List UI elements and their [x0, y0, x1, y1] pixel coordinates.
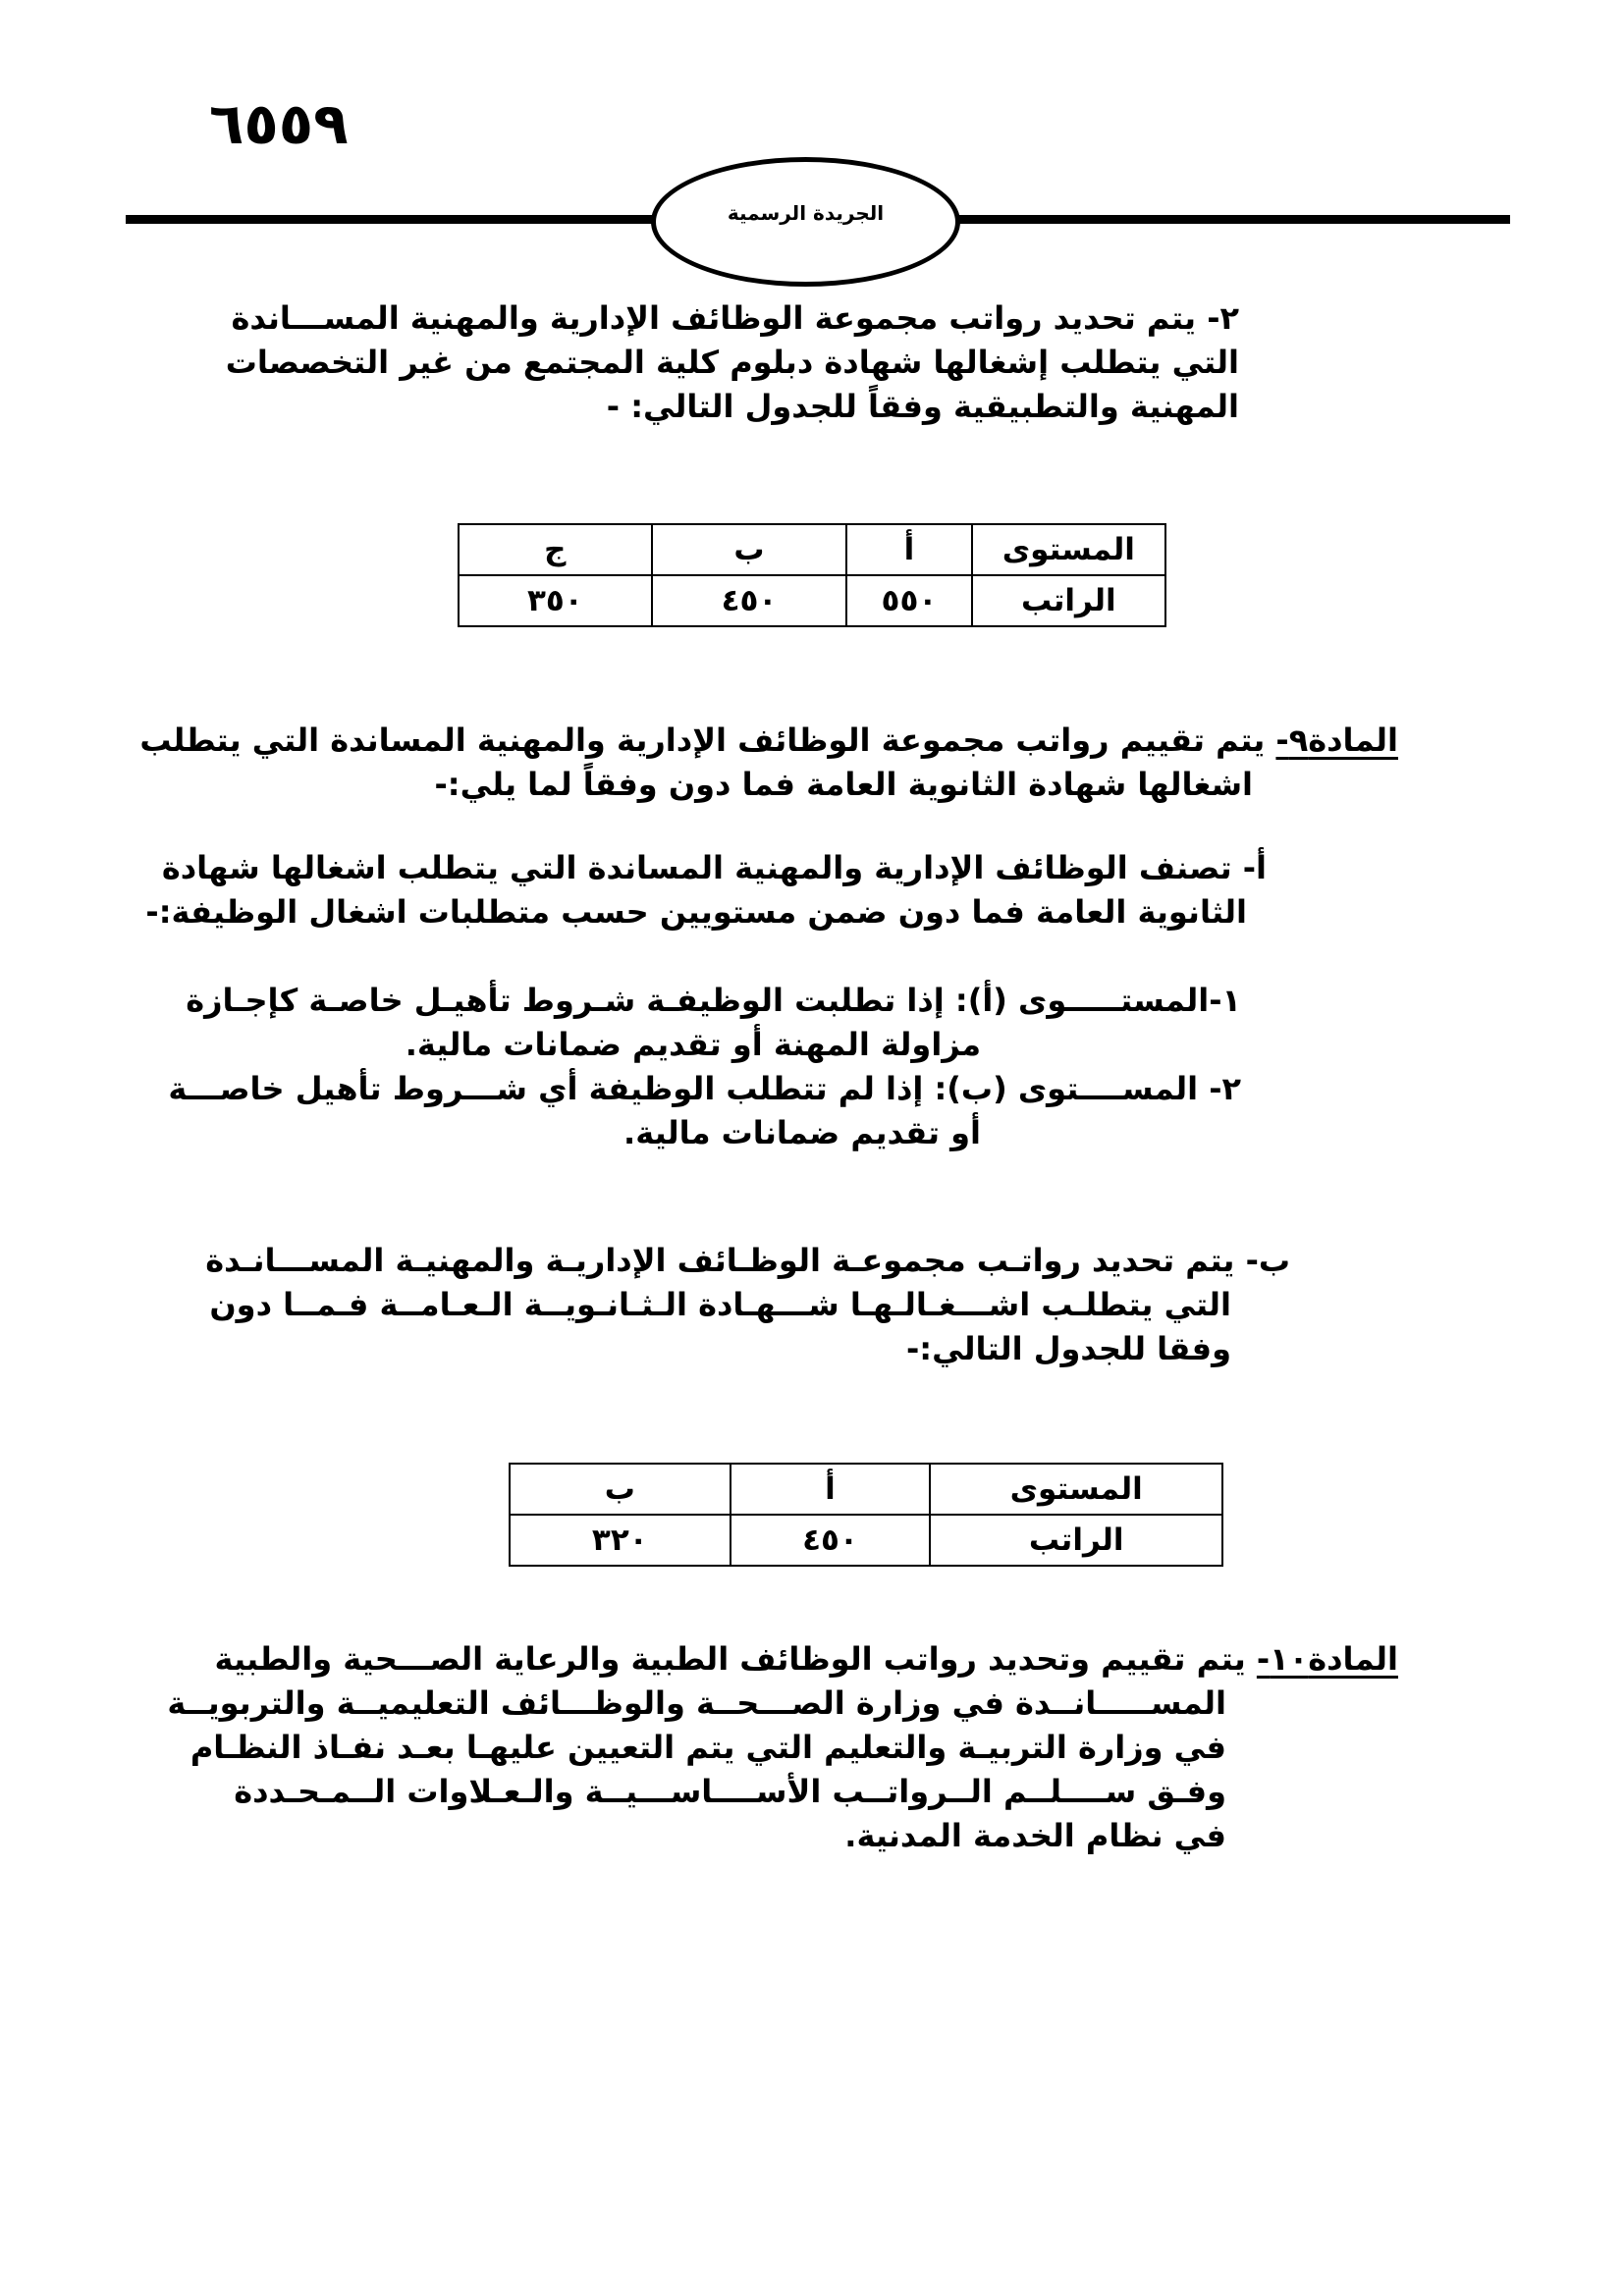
- clause-a-line-2: الثانوية العامة فما دون ضمن مستويين حسب متطلبات اشغال الوظيفة:-: [145, 893, 1247, 931]
- table-cell: المستوى: [972, 524, 1165, 575]
- clause-b: [205, 1239, 1290, 1371]
- table-cell: الراتب: [972, 575, 1165, 626]
- table-row: [510, 1464, 1222, 1515]
- clause-a-line-1: أ- تصنف الوظائف الإدارية والمهنية المساندة التي يتطلب اشغالها شهادة: [161, 849, 1267, 886]
- table-cell: أ: [731, 1464, 931, 1515]
- article-9-label: المادة٩-: [1275, 721, 1398, 759]
- clause-a: [145, 846, 1267, 934]
- article-10: [167, 1637, 1398, 1858]
- paragraph-2-line-3: المهنية والتطبيقية وفقاً للجدول التالي: -: [606, 388, 1239, 425]
- clause-b-line-3: وفقا للجدول التالي:-: [906, 1330, 1231, 1367]
- table-cell: ٣٢٠: [510, 1515, 731, 1566]
- clause-b-line-2: التي يتطلـب اشـــغـالـهـا شـــهـادة الـثـانـويــة الـعـامــة فـمــا دون: [209, 1286, 1231, 1323]
- article-9-text: يتم تقييم رواتب مجموعة الوظائف الإدارية والمهنية المساندة التي يتطلب: [139, 721, 1276, 759]
- table-cell: ٥٥٠: [846, 575, 971, 626]
- article-10-line-1: [214, 1637, 1398, 1682]
- table-row: [510, 1515, 1222, 1566]
- article-9-line-2: اشغالها شهادة الثانوية العامة فما دون وفقاً لما يلي:-: [434, 766, 1253, 803]
- article-10-line-5: في نظام الخدمة المدنية.: [844, 1817, 1226, 1854]
- article-10-text: يتم تقييم وتحديد رواتب الوظائف الطبية والرعاية الصـــحية والطبية: [214, 1640, 1257, 1678]
- page-number: ٦٥٥٩: [209, 90, 349, 157]
- level-a-line-1: ١-المستـــــوى (أ): إذا تطلبت الوظيفـة شـروط تأهيـل خاصـة كإجـازة: [186, 982, 1241, 1019]
- level-b-line-1: ٢- المســــتوى (ب): إذا لم تتطلب الوظيفة أي شـــروط تأهيل خاصـــة: [168, 1070, 1241, 1107]
- table-cell: ٤٥٠: [731, 1515, 931, 1566]
- level-b-line-2: أو تقديم ضمانات مالية.: [623, 1114, 981, 1151]
- table-cell: الراتب: [930, 1515, 1222, 1566]
- table-cell: المستوى: [930, 1464, 1222, 1515]
- table-cell: أ: [846, 524, 971, 575]
- clause-b-line-1: ب- يتم تحديد رواتـب مجموعـة الوظـائف الإداريـة والمهنيـة المســـانـدة: [205, 1242, 1290, 1279]
- table-cell: ٣٥٠: [459, 575, 652, 626]
- level-a-line-2: مزاولة المهنة أو تقديم ضمانات مالية.: [405, 1026, 981, 1063]
- salary-table-secondary: [509, 1463, 1223, 1567]
- table-cell: ب: [510, 1464, 731, 1515]
- paragraph-2-line-1: ٢- يتم تحديد رواتب مجموعة الوظائف الإدارية والمهنية المســـاندة: [231, 299, 1239, 337]
- paragraph-2: [225, 296, 1239, 429]
- header-oval: [651, 157, 960, 287]
- table-row: [459, 575, 1165, 626]
- salary-table-diploma: [458, 523, 1166, 627]
- gazette-title: الجريدة الرسمية: [727, 201, 885, 225]
- table-cell: ب: [652, 524, 847, 575]
- article-10-line-2: المســـــانــدة في وزارة الصـــحــة والوظـــائف التعليميــة والتربويــة: [167, 1684, 1226, 1722]
- table-cell: ٤٥٠: [652, 575, 847, 626]
- article-10-line-4: وفـق ســــلــم الــرواتــب الأســــاســـيــة والـعـلاوات الــمـحـددة: [234, 1773, 1226, 1810]
- table-cell: ج: [459, 524, 652, 575]
- article-10-line-3: في وزارة التربيـة والتعليم التي يتم التعيين عليهـا بعـد نفـاذ النظـام: [189, 1729, 1226, 1766]
- article-10-label: المادة١٠-: [1256, 1640, 1398, 1678]
- article-9-line-1: [139, 719, 1398, 763]
- article-9: [139, 719, 1398, 807]
- paragraph-2-line-2: التي يتطلب إشغالها شهادة دبلوم كلية المجتمع من غير التخصصات: [225, 344, 1239, 381]
- levels-list: [168, 979, 1241, 1155]
- table-row: [459, 524, 1165, 575]
